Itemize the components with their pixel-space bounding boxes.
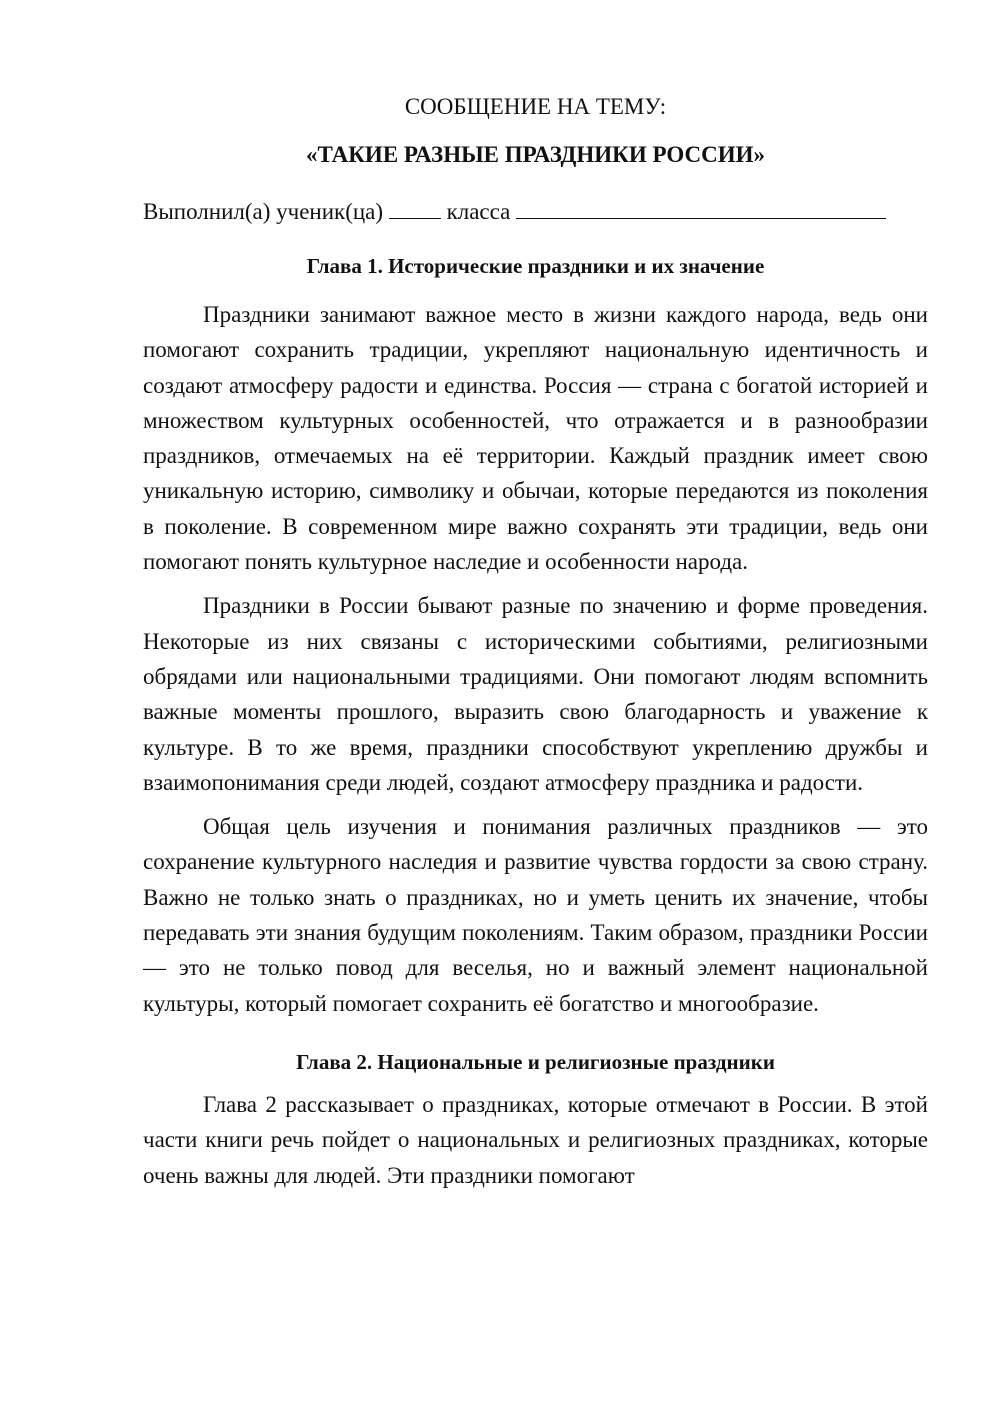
author-prefix: Выполнил(а) ученик(ца) xyxy=(143,199,384,224)
document-page xyxy=(143,92,928,1193)
student-name-blank xyxy=(389,196,441,219)
document-title-line2: «ТАКИЕ РАЗНЫЕ ПРАЗДНИКИ РОССИИ» xyxy=(305,142,766,167)
document-title-line1: СООБЩЕНИЕ НА ТЕМУ: xyxy=(404,94,667,119)
chapter1-paragraph-3: Общая цель изучения и понимания различных праздников — это сохранение культурного наследия и развитие чувства гордости за свою страну. Важно не только знать о праздниках, но и уметь ценить их значение, чтобы передавать эти знания будущим поколениям. Таким образом, праздники России — это не только повод для веселья, но и важный элемент национальной культуры, который помогает сохранить её богатство и многообразие. xyxy=(143,814,928,1016)
author-middle: класса xyxy=(446,199,511,224)
chapter2-heading: Глава 2. Национальные и религиозные праздники xyxy=(296,1049,775,1074)
chapter1-paragraph-1: Праздники занимают важное место в жизни каждого народа, ведь они помогают сохранить традиции, укрепляют национальную идентичность и создают атмосферу радости и единства. Россия — страна с богатой историей и множеством культурных особенностей, что отражается и в разнообразии праздников, отмечаемых на её территории. Каждый праздник имеет свою уникальную историю, символику и обычаи, которые передаются из поколения в поколение. В современном мире важно сохранять эти традиции, ведь они помогают понять культурное наследие и особенности народа. xyxy=(143,302,928,575)
chapter1-heading: Глава 1. Исторические праздники и их значение xyxy=(306,254,765,278)
class-blank xyxy=(516,196,886,219)
chapter1-paragraph-2: Праздники в России бывают разные по значению и форме проведения. Некоторые из них связаны с историческими событиями, религиозными обрядами или национальными традициями. Они помогают людям вспомнить важные моменты прошлого, выразить свою благодарность и уважение к культуре. В то же время, праздники способствуют укреплению дружбы и взаимопонимания среди людей, создают атмосферу праздника и радости. xyxy=(143,593,928,795)
chapter2-paragraph-1: Глава 2 рассказывает о праздниках, которые отмечают в России. В этой части книги речь пойдет о национальных и религиозных праздниках, которые очень важны для людей. Эти праздники помогают xyxy=(143,1091,928,1188)
author-line xyxy=(143,196,928,227)
